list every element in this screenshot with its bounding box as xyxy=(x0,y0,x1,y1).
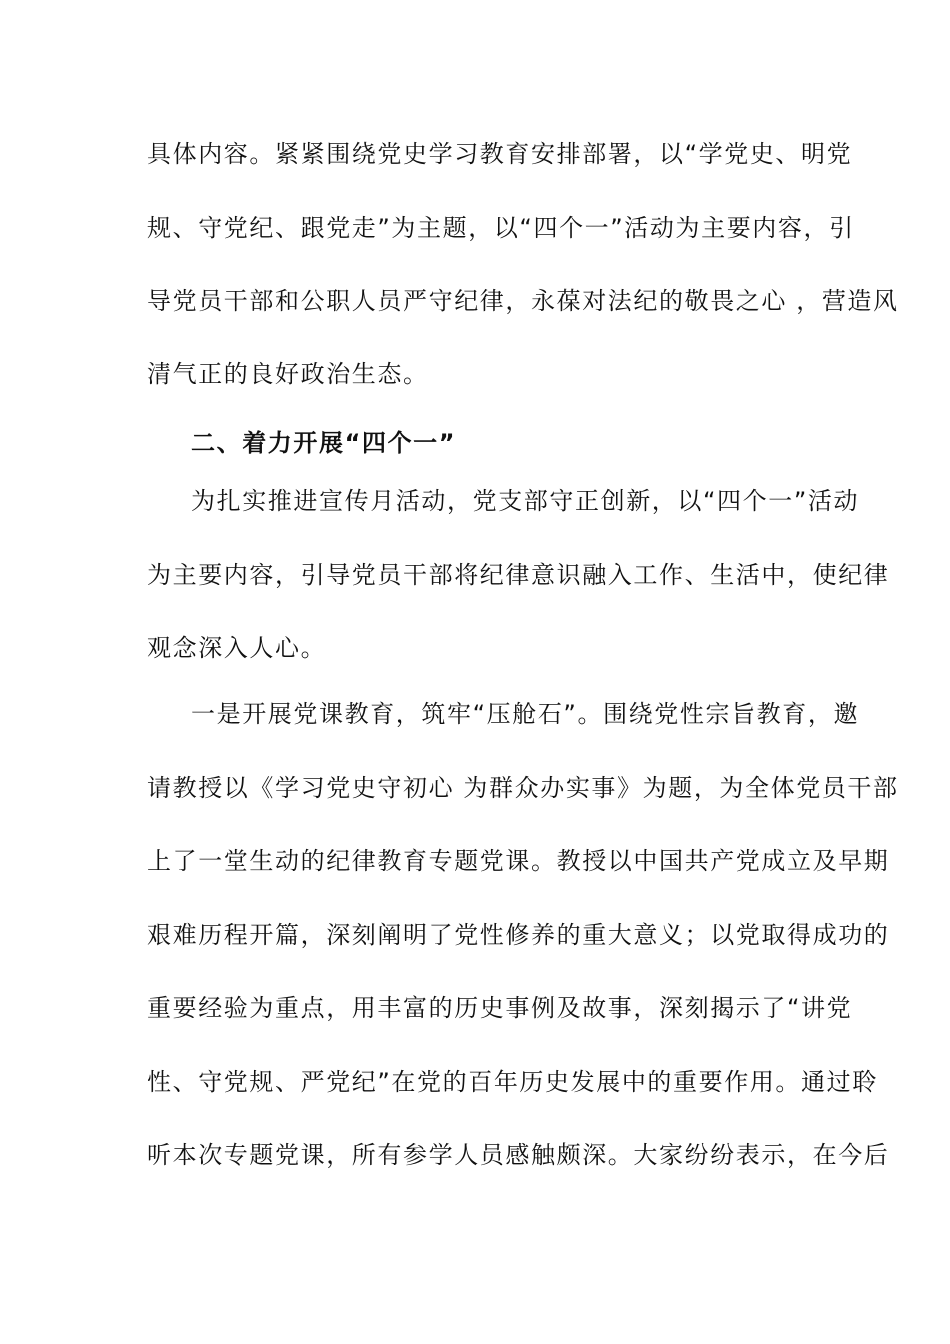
paragraph-line: 艰难历程开篇，深刻阐明了党性修养的重大意义；以党取得成功的 xyxy=(147,921,890,949)
paragraph-line: 具体内容。紧紧围绕党史学习教育安排部署，以“学党史、明党 xyxy=(147,140,853,168)
paragraph-line: 观念深入人心。 xyxy=(147,634,327,662)
paragraph-line: 重要经验为重点，用丰富的历史事例及故事，深刻揭示了“讲党 xyxy=(147,994,853,1022)
paragraph-line: 听本次专题党课，所有参学人员感触颇深。大家纷纷表示，在今后 xyxy=(147,1141,890,1169)
paragraph-line: 请教授以《学习党史守初心 为群众办实事》为题，为全体党员干部 xyxy=(147,774,899,802)
paragraph-line: 为扎实推进宣传月活动，党支部守正创新，以“四个一”活动 xyxy=(191,487,860,515)
paragraph-line: 一是开展党课教育，筑牢“压舱石”。围绕党性宗旨教育，邀 xyxy=(191,700,860,728)
paragraph-line: 清气正的良好政治生态。 xyxy=(147,360,429,388)
paragraph-line: 规、守党纪、跟党走”为主题，以“四个一”活动为主要内容，引 xyxy=(147,214,855,242)
paragraph-line: 为主要内容，引导党员干部将纪律意识融入工作、生活中，使纪律 xyxy=(147,561,890,589)
paragraph-line: 上了一堂生动的纪律教育专题党课。教授以中国共产党成立及早期 xyxy=(147,847,890,875)
paragraph-line: 导党员干部和公职人员严守纪律，永葆对法纪的敬畏之心 ，营造风 xyxy=(147,287,899,315)
section-heading: 二、着力开展“四个一” xyxy=(191,429,457,457)
paragraph-line: 性、守党规、严党纪”在党的百年历史发展中的重要作用。通过聆 xyxy=(147,1068,878,1096)
